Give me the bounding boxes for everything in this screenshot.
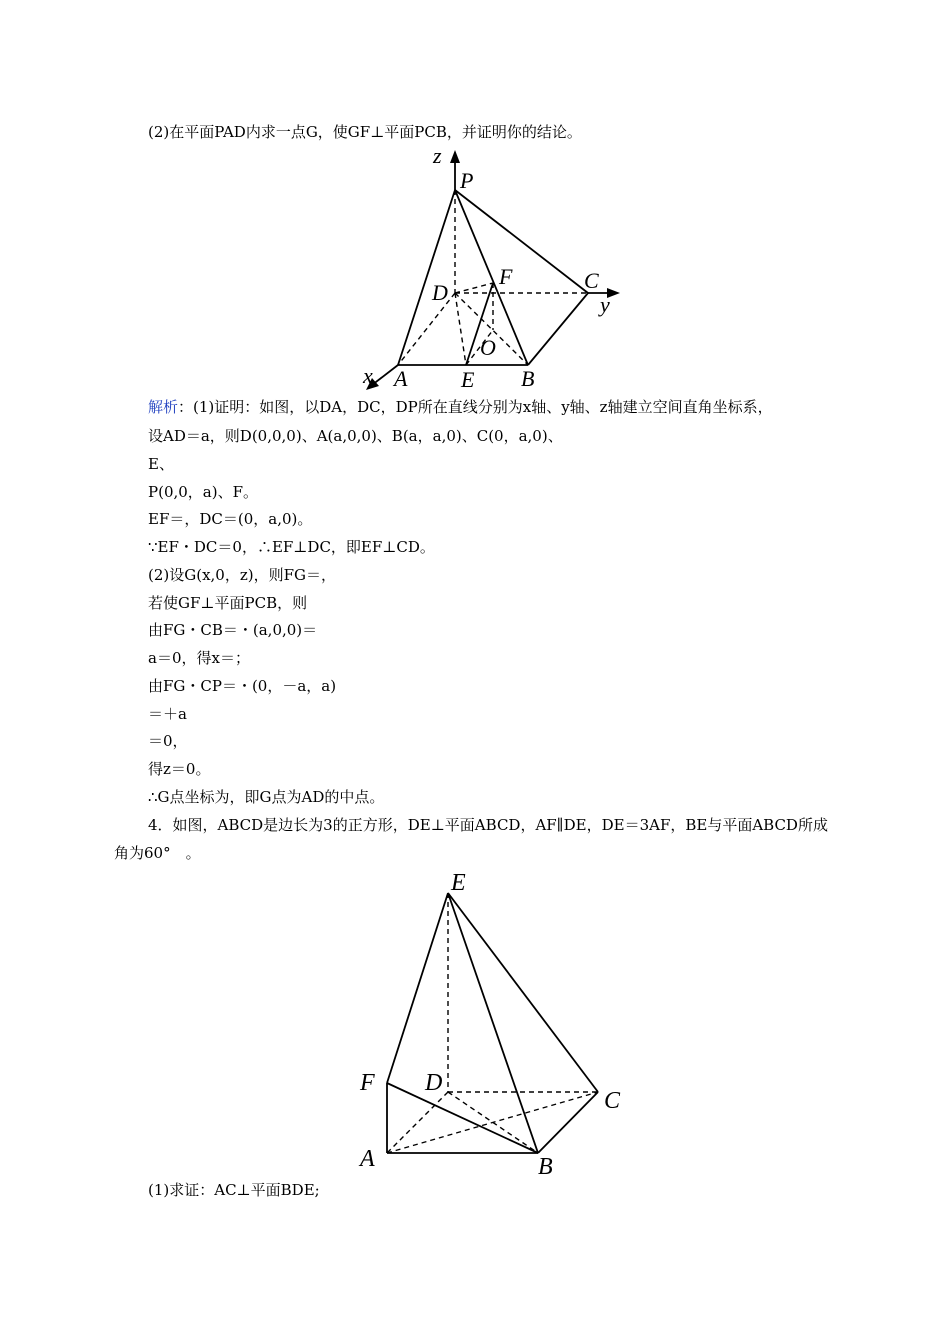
label-f: F <box>499 264 513 289</box>
label-d2: D <box>425 1070 443 1096</box>
solution-line: 由FG・CB＝・(a,0,0)＝ <box>148 621 318 639</box>
solution-line: (2)设G(x,0，z)，则FG＝， <box>148 566 336 584</box>
solution-line: 若使GF⊥平面PCB，则 <box>148 594 308 612</box>
solution-line: E、 <box>148 455 174 473</box>
solution-line: 由FG・CP＝・(0，－a，a) <box>148 677 337 695</box>
label-e: E <box>461 367 475 392</box>
label-y: y <box>600 292 610 317</box>
solution-line: 设AD＝a，则D(0,0,0)、A(a,0,0)、B(a，a,0)、C(0，a,0)、 <box>148 427 563 445</box>
label-p: P <box>460 168 474 193</box>
label-o: O <box>480 335 496 360</box>
solution-line: a＝0，得x＝； <box>148 649 250 667</box>
label-a: A <box>394 366 408 391</box>
label-b: B <box>521 366 535 391</box>
problem4-statement-cont: 角为60° 。 <box>114 844 201 862</box>
solution-line: 得z＝0。 <box>148 760 211 778</box>
label-c2: C <box>604 1088 621 1114</box>
label-a2: A <box>360 1146 375 1172</box>
label-e2: E <box>451 870 466 896</box>
solution-label: 解析 <box>148 398 179 416</box>
solution-line: ∵EF・DC＝0，∴EF⊥DC，即EF⊥CD。 <box>148 538 435 556</box>
label-d: D <box>432 280 448 305</box>
problem4-statement: 4．如图，ABCD是边长为3的正方形，DE⊥平面ABCD，AF∥DE，DE＝3AF，BE与平面ABCD所成 <box>148 816 828 834</box>
label-f2: F <box>360 1070 375 1096</box>
problem4-part1: (1)求证：AC⊥平面BDE; <box>148 1181 320 1199</box>
solution-line: P(0,0，a)、F。 <box>148 483 259 501</box>
label-c: C <box>584 268 599 293</box>
solution-line: EF＝，DC＝(0，a,0)。 <box>148 510 313 528</box>
label-b2: B <box>538 1154 553 1180</box>
problem3-part2: (2)在平面PAD内求一点G，使GF⊥平面PCB，并证明你的结论。 <box>148 123 582 141</box>
solution-line: ＝0， <box>148 732 188 750</box>
label-z: z <box>433 143 442 168</box>
solution-line1-text: ：(1)证明：如图，以DA，DC，DP所在直线分别为x轴、y轴、z轴建立空间直角坐标系， <box>178 398 773 416</box>
label-x: x <box>363 363 373 388</box>
solution-line: ∴G点坐标为，即G点为AD的中点。 <box>148 788 385 806</box>
solution-line: ＝＋a <box>148 705 187 723</box>
